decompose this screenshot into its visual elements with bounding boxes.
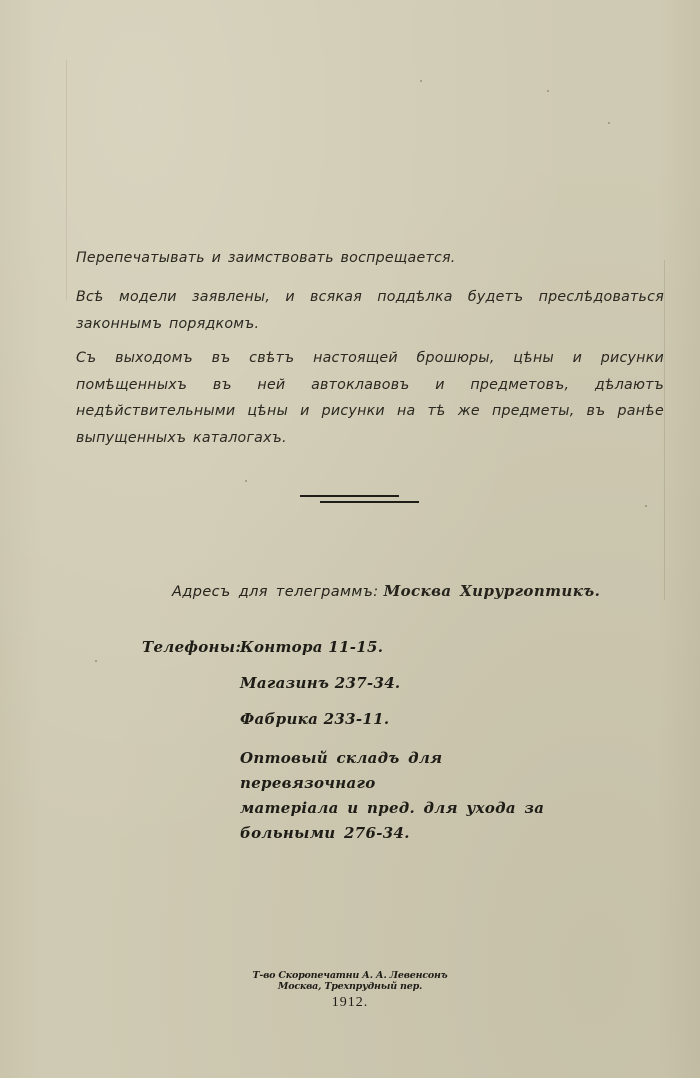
- notice-prices-invalidated: Съ выходомъ въ свѣтъ настоящей брошюры, цѣны и рисунки помѣщенныхъ въ ней автоклавовъ и предметовъ, дѣлаютъ недѣйствительными цѣны и рисунки на тѣ же предметы, въ ранѣе выпущенныхъ каталогахъ.: [76, 350, 664, 446]
- notice-reprint-prohibited: Перепечатывать и заимствовать воспрещается.: [76, 250, 456, 266]
- decorative-rule-upper: [300, 495, 399, 497]
- phone-factory: Фабрика 233-11.: [240, 710, 390, 728]
- imprint-year: 1912.: [331, 995, 369, 1010]
- wholesale-line-1: Оптовый складъ для перевязочнаго: [240, 749, 443, 792]
- paper-crease: [66, 60, 67, 300]
- telegram-value: Москва Хирургоптикъ.: [383, 582, 601, 600]
- phones-label: Телефоны:: [142, 638, 242, 656]
- imprint-address: Москва, Трехпрудный пер.: [277, 981, 423, 992]
- paper-speck: [645, 505, 647, 507]
- paper-speck: [245, 480, 247, 482]
- printer-imprint: [250, 970, 450, 1011]
- decorative-rule-lower: [320, 501, 419, 503]
- wholesale-line-3: больными 276-34.: [240, 824, 410, 842]
- paper-speck: [608, 122, 610, 124]
- notice-models-registered: Всѣ модели заявлены, и всякая поддѣлка будетъ преслѣдоваться законнымъ порядкомъ.: [76, 289, 664, 332]
- paper-speck: [420, 80, 422, 82]
- telegram-address: [172, 582, 600, 600]
- paper-speck: [547, 90, 549, 92]
- wholesale-line-2: матеріала и пред. для ухода за: [240, 799, 545, 817]
- phone-shop: Магазинъ 237-34.: [240, 674, 401, 692]
- paper-fold-line: [664, 260, 665, 600]
- telegram-label: Адресъ для телеграммъ:: [172, 584, 379, 600]
- imprint-printer: Т-во Скоропечатни А. А. Левенсонъ: [252, 970, 448, 981]
- paper-speck: [95, 660, 97, 662]
- phone-office: Контора 11-15.: [240, 638, 384, 656]
- phone-wholesale-warehouse: [240, 746, 555, 846]
